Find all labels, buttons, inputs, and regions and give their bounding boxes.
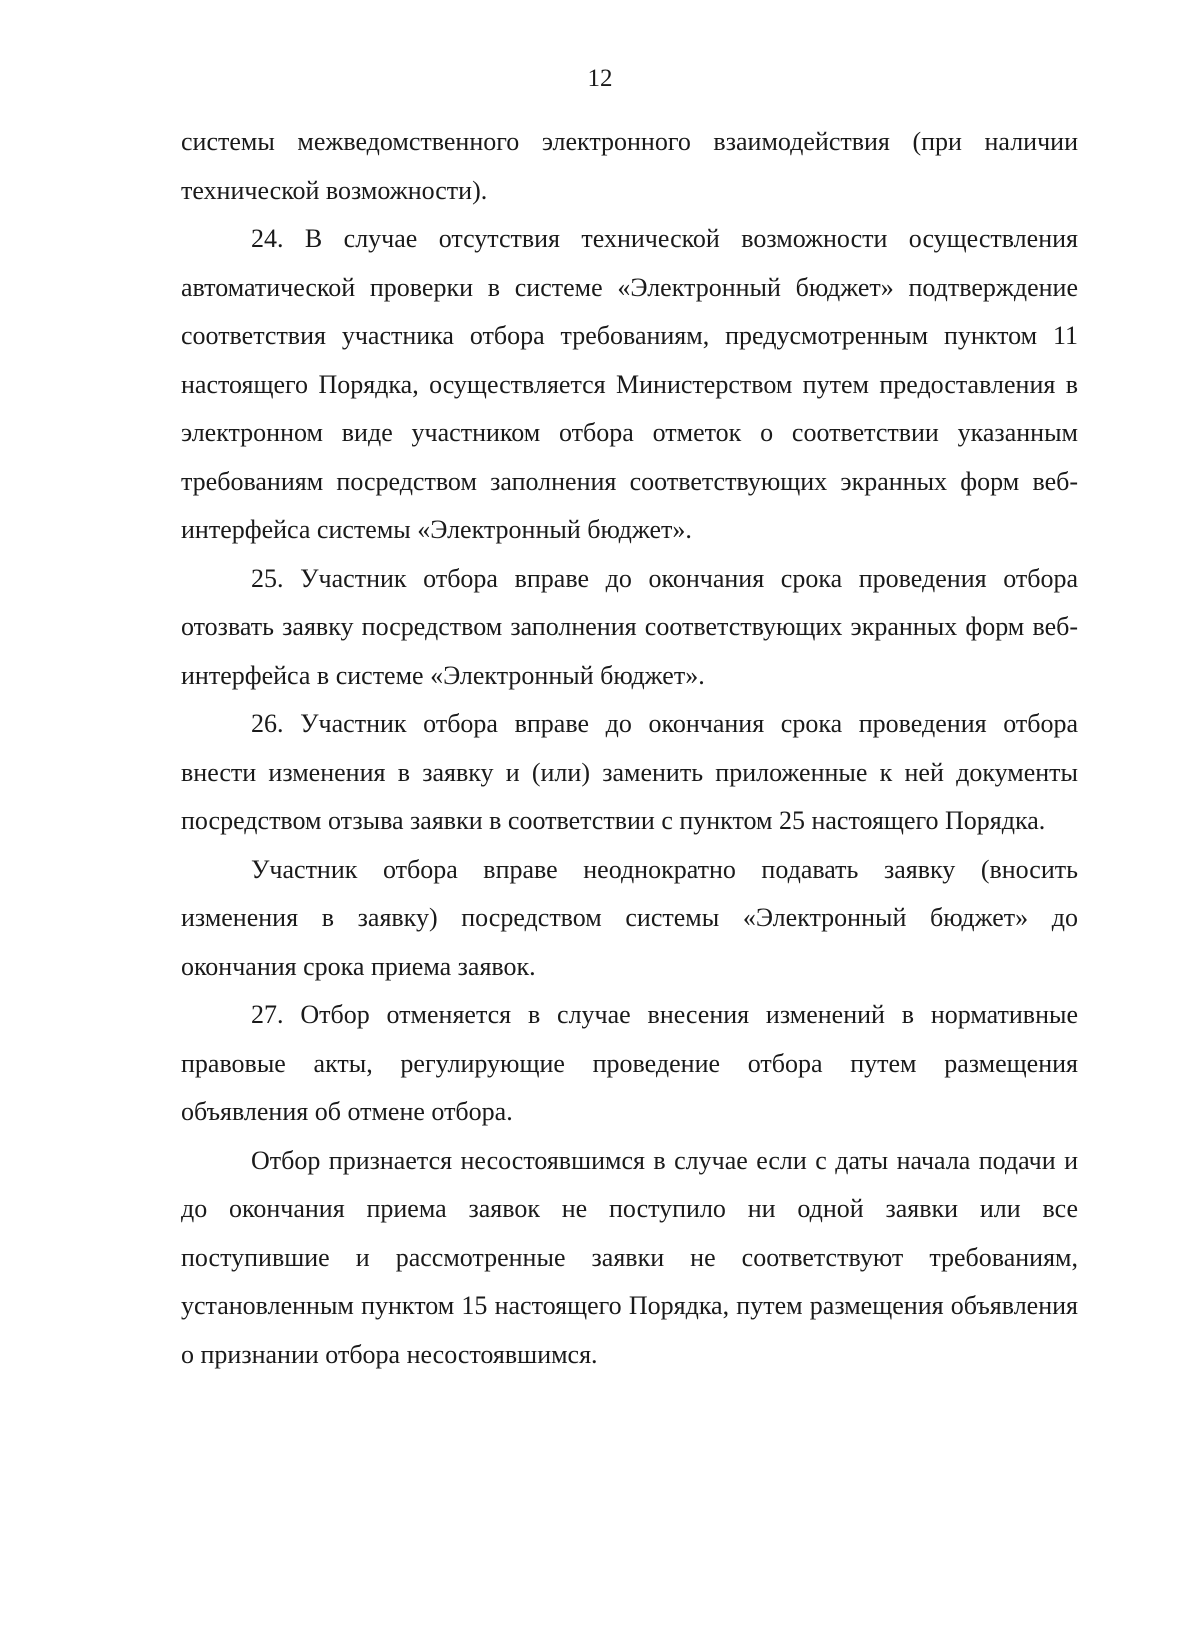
page-number: 12 <box>587 65 613 92</box>
document-body <box>181 118 1078 1379</box>
paragraph-item-25: 25. Участник отбора вправе до окончания срока проведения отбора отозвать заявку посредством заполнения соответствующих экранных форм веб-интерфейса в системе «Электронный бюджет». <box>181 563 1078 690</box>
paragraph-item-26-note: Участник отбора вправе неоднократно подавать заявку (вносить изменения в заявку) посредством системы «Электронный бюджет» до окончания срока приема заявок. <box>181 854 1078 981</box>
paragraph-item-24: 24. В случае отсутствия технической возможности осуществления автоматической проверки в системе «Электронный бюджет» подтверждение соответствия участника отбора требованиям, предусмотренным пунктом 11 настоящего Порядка, осуществляется Министерством путем предоставления в электронном виде участником отбора отметок о соответствии указанным требованиям посредством заполнения соответствующих экранных форм веб-интерфейса системы «Электронный бюджет». <box>181 224 1078 544</box>
paragraph-continuation: системы межведомственного электронного взаимодействия (при наличии технической возможности). <box>181 127 1078 205</box>
paragraph-item-26: 26. Участник отбора вправе до окончания срока проведения отбора внести изменения в заявку и (или) заменить приложенные к ней документы посредством отзыва заявки в соответствии с пунктом 25 настоящего Порядка. <box>181 709 1078 835</box>
paragraph-item-27: 27. Отбор отменяется в случае внесения изменений в нормативные правовые акты, регулирующие проведение отбора путем размещения объявления об отмене отбора. <box>181 1000 1078 1126</box>
paragraph-item-27-note: Отбор признается несостоявшимся в случае если с даты начала подачи и до окончания приема заявок не поступило ни одной заявки или все поступившие и рассмотренные заявки не соответствуют требованиям, установленным пунктом 15 настоящего Порядка, путем размещения объявления о признании отбора несостоявшимся. <box>181 1145 1078 1369</box>
